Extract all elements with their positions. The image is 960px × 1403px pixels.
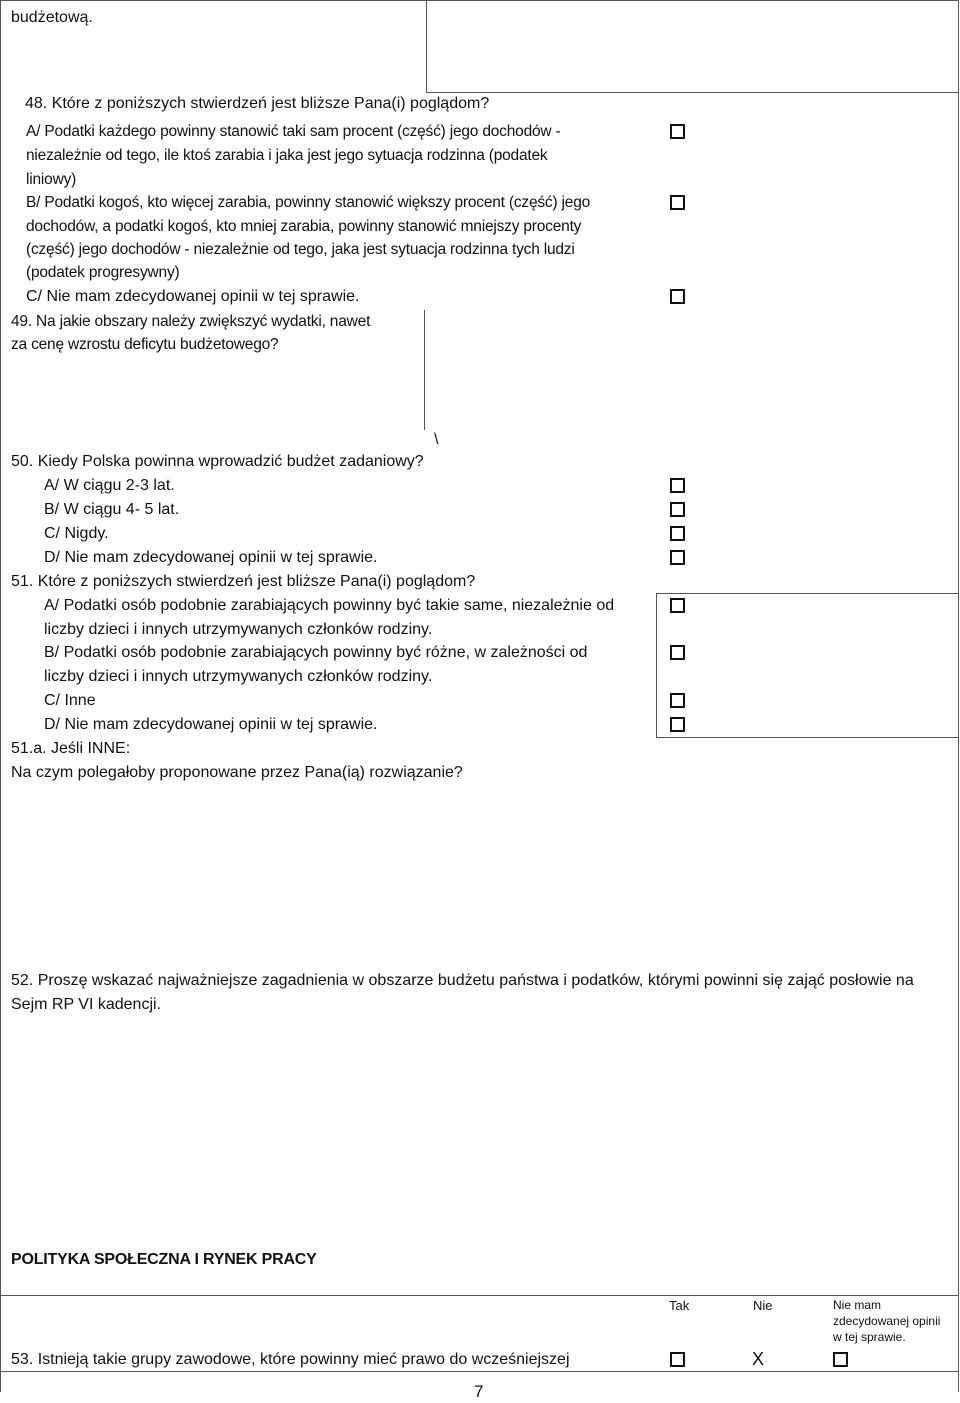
q50-option-b-checkbox[interactable] (670, 502, 685, 517)
top-cell-bottom (426, 92, 958, 93)
header-no-opinion-line1: Nie mam (833, 1298, 882, 1312)
q50-option-d: D/ Nie mam zdecydowanej opinii w tej sprawie. (44, 549, 378, 566)
table-row-line (0, 1371, 959, 1372)
q48-option-b-line1: B/ Podatki kogoś, kto więcej zarabia, powinny stanowić większy procent (część) jego (26, 194, 591, 211)
q51-box-top (656, 593, 958, 594)
header-nie: Nie (753, 1298, 773, 1313)
q50-question: 50. Kiedy Polska powinna wprowadzić budżet zadaniowy? (11, 453, 424, 470)
header-tak: Tak (669, 1298, 690, 1313)
q50-option-b: B/ W ciągu 4- 5 lat. (44, 501, 180, 518)
q49-column-divider (424, 310, 425, 430)
q50-option-c-checkbox[interactable] (670, 526, 685, 541)
q51-option-a-checkbox[interactable] (670, 598, 685, 613)
q49-mark: \ (434, 431, 439, 448)
q51-option-d-checkbox[interactable] (670, 717, 685, 732)
q48-option-a-line1: A/ Podatki każdego powinny stanowić taki sam procent (część) jego dochodów - (26, 123, 561, 140)
q51-column-divider (656, 593, 657, 737)
q48-option-a-line2: niezależnie od tego, ile ktoś zarabia i jaka jest jego sytuacja rodzinna (podatek (26, 147, 548, 164)
q51-option-c: C/ Inne (44, 692, 96, 709)
q51-option-c-checkbox[interactable] (670, 693, 685, 708)
q52-line2: Sejm RP VI kadencji. (11, 996, 161, 1013)
q49-line2: za cenę wzrostu deficytu budżetowego? (11, 336, 279, 353)
q48-option-b-line2: dochodów, a podatki kogoś, kto mniej zarabia, powinny stanowić mniejszy procenty (26, 218, 582, 235)
q51-option-a-line2: liczby dzieci i innych utrzymywanych członków rodziny. (44, 621, 433, 638)
q51a-answer-area[interactable] (11, 790, 941, 960)
q48-question: 48. Które z poniższych stwierdzeń jest bliższe Pana(i) poglądom? (25, 95, 490, 112)
q51-question: 51. Które z poniższych stwierdzeń jest bliższe Pana(i) poglądom? (11, 573, 476, 590)
q51-option-b-line2: liczby dzieci i innych utrzymywanych członków rodziny. (44, 668, 433, 685)
table-top-line (0, 1295, 959, 1296)
q52-answer-area[interactable] (11, 1022, 941, 1232)
q51-box-bottom (656, 737, 958, 738)
q53-no-opinion-checkbox[interactable] (833, 1352, 848, 1367)
border-top (0, 0, 959, 1)
top-column-divider (426, 0, 427, 92)
q48-option-a-checkbox[interactable] (670, 124, 685, 139)
border-right (958, 0, 959, 1392)
header-no-opinion-line3: w tej sprawie. (833, 1330, 906, 1344)
q51-option-b-checkbox[interactable] (670, 645, 685, 660)
q49-line1: 49. Na jakie obszary należy zwiększyć wydatki, nawet (11, 313, 371, 330)
q50-option-c: C/ Nigdy. (44, 525, 109, 542)
q50-option-a: A/ W ciągu 2-3 lat. (44, 477, 175, 494)
q51-option-a-line1: A/ Podatki osób podobnie zarabiających powinny być takie same, niezależnie od (44, 597, 615, 614)
page-number: 7 (474, 1382, 484, 1401)
q52-line1: 52. Proszę wskazać najważniejsze zagadnienia w obszarze budżetu państwa i podatków, którymi powinni się zająć posłowie na (11, 972, 914, 989)
q48-option-b-line4: (podatek progresywny) (26, 264, 180, 281)
section-title: POLITYKA SPOŁECZNA I RYNEK PRACY (11, 1251, 317, 1268)
q48-option-a-line3: liniowy) (26, 171, 77, 188)
q50-option-d-checkbox[interactable] (670, 550, 685, 565)
border-left (0, 0, 1, 1392)
q48-option-c: C/ Nie mam zdecydowanej opinii w tej sprawie. (26, 288, 360, 305)
q50-option-a-checkbox[interactable] (670, 478, 685, 493)
q53-nie-mark[interactable]: X (752, 1349, 765, 1369)
q48-option-b-line3: (część) jego dochodów - niezależnie od tego, jaka jest sytuacja rodzinna tych ludzi (26, 241, 575, 258)
top-text: budżetową. (11, 9, 93, 26)
q51a-question: Na czym polegałoby proponowane przez Pana(ią) rozwiązanie? (11, 764, 463, 781)
q48-option-c-checkbox[interactable] (670, 289, 685, 304)
q48-option-b-checkbox[interactable] (670, 195, 685, 210)
q53-tak-checkbox[interactable] (670, 1352, 685, 1367)
q51-option-d: D/ Nie mam zdecydowanej opinii w tej sprawie. (44, 716, 378, 733)
q51a-label: 51.a. Jeśli INNE: (11, 740, 131, 757)
q51-option-b-line1: B/ Podatki osób podobnie zarabiających powinny być różne, w zależności od (44, 644, 588, 661)
q53-text: 53. Istnieją takie grupy zawodowe, które powinny mieć prawo do wcześniejszej (11, 1351, 570, 1368)
header-no-opinion-line2: zdecydowanej opinii (833, 1314, 941, 1328)
